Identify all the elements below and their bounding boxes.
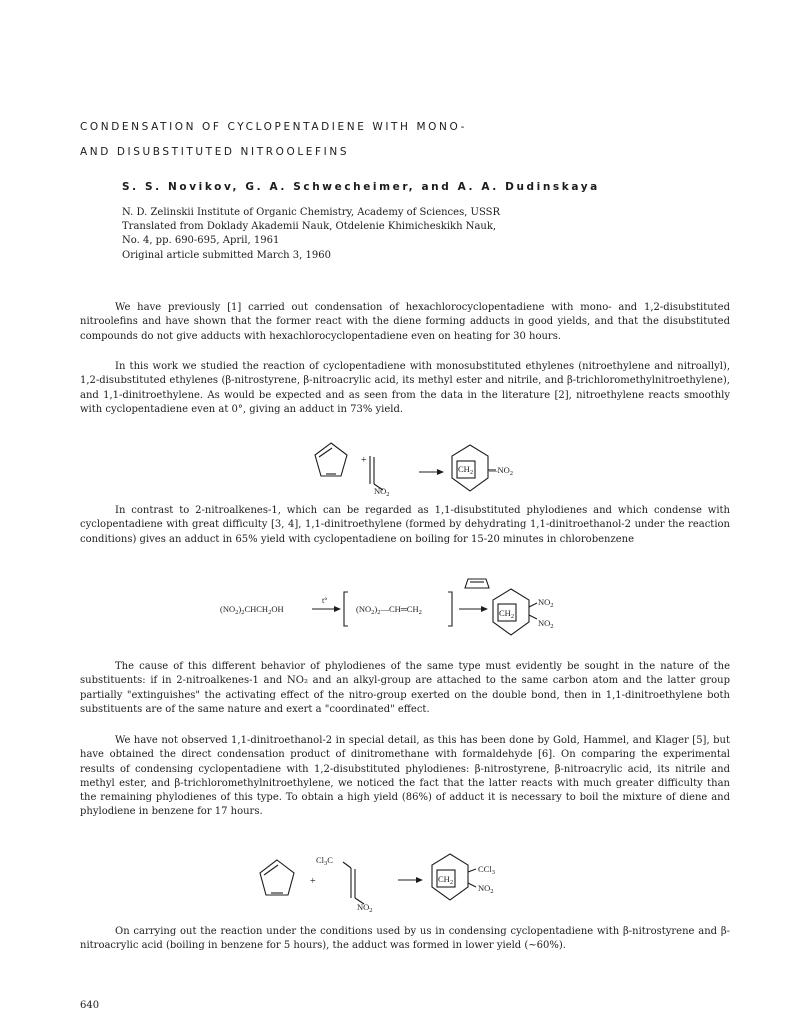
affiliation-block	[122, 206, 500, 263]
issue-line: No. 4, pp. 690-695, April, 1961	[122, 235, 280, 247]
dinitroethylene-intermediate: $(NO_2)_2—CH═CH_2$	[356, 604, 422, 616]
product-no2-lower: NO	[538, 618, 551, 628]
open-bracket	[344, 592, 348, 626]
methylene-label: CH	[458, 464, 470, 474]
svg-text:NO2: $NO_2$	[478, 883, 494, 895]
paper-title-line-1: CONDENSATION OF CYCLOPENTADIENE WITH MONO-	[80, 121, 468, 133]
author-list: S. S. Novikov, G. A. Schwecheimer, and A. A. Dudinskaya	[122, 181, 600, 193]
methylene-label: CH	[438, 874, 450, 884]
dinitroethanol-label: $(NO_2)_2CHCH_2OH$	[220, 604, 284, 616]
reagent-no2-label: NO	[357, 902, 370, 912]
product-no2-label: —NO	[489, 465, 510, 475]
reaction-scheme-2	[0, 576, 807, 646]
page-number: 640	[80, 1000, 100, 1011]
cyclopentadiene-above-arrow	[465, 579, 489, 588]
paragraph-6: On carrying out the reaction under the conditions used by us in condensing cyclopentadiene with β-nitrostyrene and β-nitroacrylic acid (boiling in benzene for 5 hours), the adduct was formed in lower yield (~60%).	[80, 926, 730, 952]
svg-text:NO2: $NO_2$	[374, 486, 390, 498]
reaction-scheme-3	[0, 846, 807, 918]
svg-text:NO2: $NO_2$	[538, 618, 554, 630]
reagent-no2-label: NO	[374, 486, 387, 496]
cyclopentadiene-ring	[315, 443, 347, 476]
plus-sign: +	[361, 455, 367, 466]
svg-text:CH2: $CH_2$	[438, 874, 454, 886]
product-ccl3-label: CCl	[478, 864, 492, 874]
paragraph-2: In this work we studied the reaction of cyclopentadiene with monosubstituted ethylenes (nitroethylene and nitroallyl), 1,2-disubstituted ethylenes (β-nitrostyrene, β-nitroacrylic acid, its methyl ester and nitrile, and β-trichloromethylnitroethylene), and 1,1-dinitroethylene. As would be expected and as seen from the data in the literature [2], nitroethylene reacts smoothly with cyclopentadiene even at 0°, giving an adduct in 73% yield.	[80, 361, 730, 415]
reaction-scheme-1	[0, 438, 807, 500]
product-no2-upper: NO	[538, 597, 551, 607]
paragraph-1: We have previously [1] carried out condensation of hexachlorocyclopentadiene with mono- and 1,2-disubstituted nitroolefins and have shown that the former react with the diene forming adducts in good yields, and that the disubstituted compounds do not give adducts with hexachlorocyclopentadiene even on heating for 30 hours.	[80, 302, 730, 342]
paragraph-3: In contrast to 2-nitroalkenes-1, which can be regarded as 1,1-disubstituted phylodienes and which condense with cyclopentadiene with great difficulty [3, 4], 1,1-dinitroethylene (formed by dehydrating 1,1-dinitroethanol-2 under the reaction conditions) gives an adduct in 65% yield with cyclopentadiene on boiling for 15-20 minutes in chlorobenzene	[80, 505, 730, 545]
plus-sign: +	[310, 876, 316, 887]
svg-text:CH2: $CH_2$	[499, 608, 515, 620]
svg-text:NO2: $NO_2$	[357, 902, 373, 914]
svg-text:NO2: $NO_2$	[538, 597, 554, 609]
svg-text:—NO2: $—NO_2$	[489, 465, 514, 477]
paragraph-4: The cause of this different behavior of phylodienes of the same type must evidently be sought in the nature of the substituents: if in 2-nitroalkenes-1 and NO₂ and an alkyl-group are attached to the same carbon atom and the latter group partially "extinguishes" the activating effect of the nitro-group exerted on the double bond, then in 1,1-dinitroethylene both substituents are of the same nature and exert a "coordinated" effect.	[80, 661, 730, 715]
svg-text:CCl3: CCl$_3$	[478, 864, 495, 876]
institute-line: N. D. Zelinskii Institute of Organic Chemistry, Academy of Sciences, USSR	[122, 207, 501, 218]
condition-temperature: t°	[322, 596, 328, 605]
close-bracket	[448, 592, 452, 626]
submission-line: Original article submitted March 3, 1960	[122, 249, 331, 261]
ccl3-reagent-label: $Cl_3C$	[316, 855, 333, 867]
translation-source-line: Translated from Doklady Akademii Nauk, Otdelenie Khimicheskikh Nauk,	[122, 221, 497, 233]
methylene-label: CH	[499, 608, 511, 618]
svg-text:CH2: $CH_2$	[458, 464, 474, 476]
paper-title-line-2: AND DISUBSTITUTED NITROOLEFINS	[80, 146, 350, 158]
paragraph-5: We have not observed 1,1-dinitroethanol-2 in special detail, as this has been done by Gold, Hammel, and Klager [5], but have obtained the direct condensation product of dinitromethane with formaldehyde [6]. On comparing the experimental results of condensing cyclopentadiene with 1,2-disubstituted phylodienes: β-nitrostyrene, β-nitroacrylic acid, its nitrile and methyl ester, and β-trichloromethylnitroethylene, we noticed the fact that the latter reacts with much greater difficulty than the remaining phylodienes of this type. To obtain a high yield (86%) of adduct it is necessary to boil the mixture of diene and phylodiene in benzene for 17 hours.	[80, 735, 730, 818]
product-no2-label: NO	[478, 883, 491, 893]
